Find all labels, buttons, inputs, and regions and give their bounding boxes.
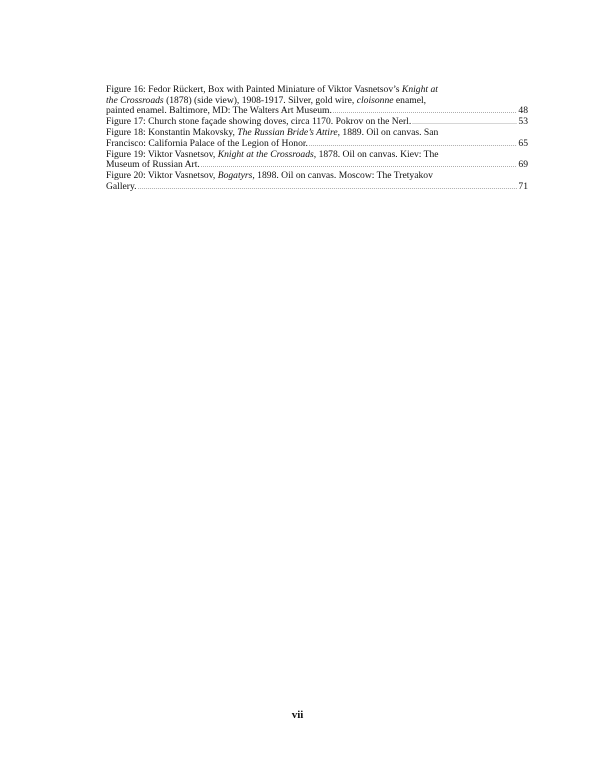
artwork-title: The Russian Bride’s Attire <box>237 127 338 139</box>
toc-page-number: 65 <box>518 137 528 149</box>
dot-leader <box>138 183 518 193</box>
entry-text: Gallery. <box>106 180 137 192</box>
toc-page-number: 69 <box>518 159 528 171</box>
artwork-title: Knight at <box>401 84 438 95</box>
technique-term: cloisonne <box>356 94 394 106</box>
entry-text: painted enamel. Baltimore, MD: The Walters Art Museum. <box>106 105 332 117</box>
toc-page-number: 48 <box>518 105 528 117</box>
toc-line <box>106 182 528 193</box>
toc-page-number: 71 <box>518 180 528 192</box>
entry-text: , 1878. Oil on canvas. Kiev: The <box>313 148 439 160</box>
toc-entry-figure-18 <box>106 128 528 150</box>
entry-text: Figure 19: Viktor Vasnetsov, <box>106 148 218 160</box>
toc-page-number: 53 <box>518 116 528 128</box>
artwork-title: Bogatyrs <box>217 170 253 182</box>
artwork-title: the Crossroads <box>106 94 164 106</box>
entry-text: , 1889. Oil on canvas. San <box>337 127 439 139</box>
entry-text: Figure 16: Fedor Rückert, Box with Painted Miniature of Viktor Vasnetsov’s <box>106 84 402 95</box>
toc-entry-figure-20 <box>106 171 528 193</box>
page-number: vii <box>291 709 304 721</box>
entry-text: Figure 18: Konstantin Makovsky, <box>106 127 238 139</box>
toc-entry-figure-19 <box>106 150 528 172</box>
list-of-figures <box>106 85 528 193</box>
entry-text: enamel, <box>393 94 427 106</box>
toc-line <box>106 171 528 182</box>
artwork-title: Knight at the Crossroads <box>217 148 314 160</box>
entry-text: , 1898. Oil on canvas. Moscow: The Tretyakov <box>252 170 433 182</box>
toc-entry-figure-16 <box>106 85 528 117</box>
entry-text: Figure 17: Church stone façade showing doves, circa 1170. Pokrov on the Nerl. <box>106 116 412 128</box>
entry-text: Museum of Russian Art. <box>106 159 200 171</box>
entry-text: (1878) (side view), 1908-1917. Silver, gold wire, <box>163 94 357 106</box>
entry-text: Francisco: California Palace of the Legion of Honor. <box>106 137 308 149</box>
entry-text: Figure 20: Viktor Vasnetsov, <box>106 170 218 182</box>
